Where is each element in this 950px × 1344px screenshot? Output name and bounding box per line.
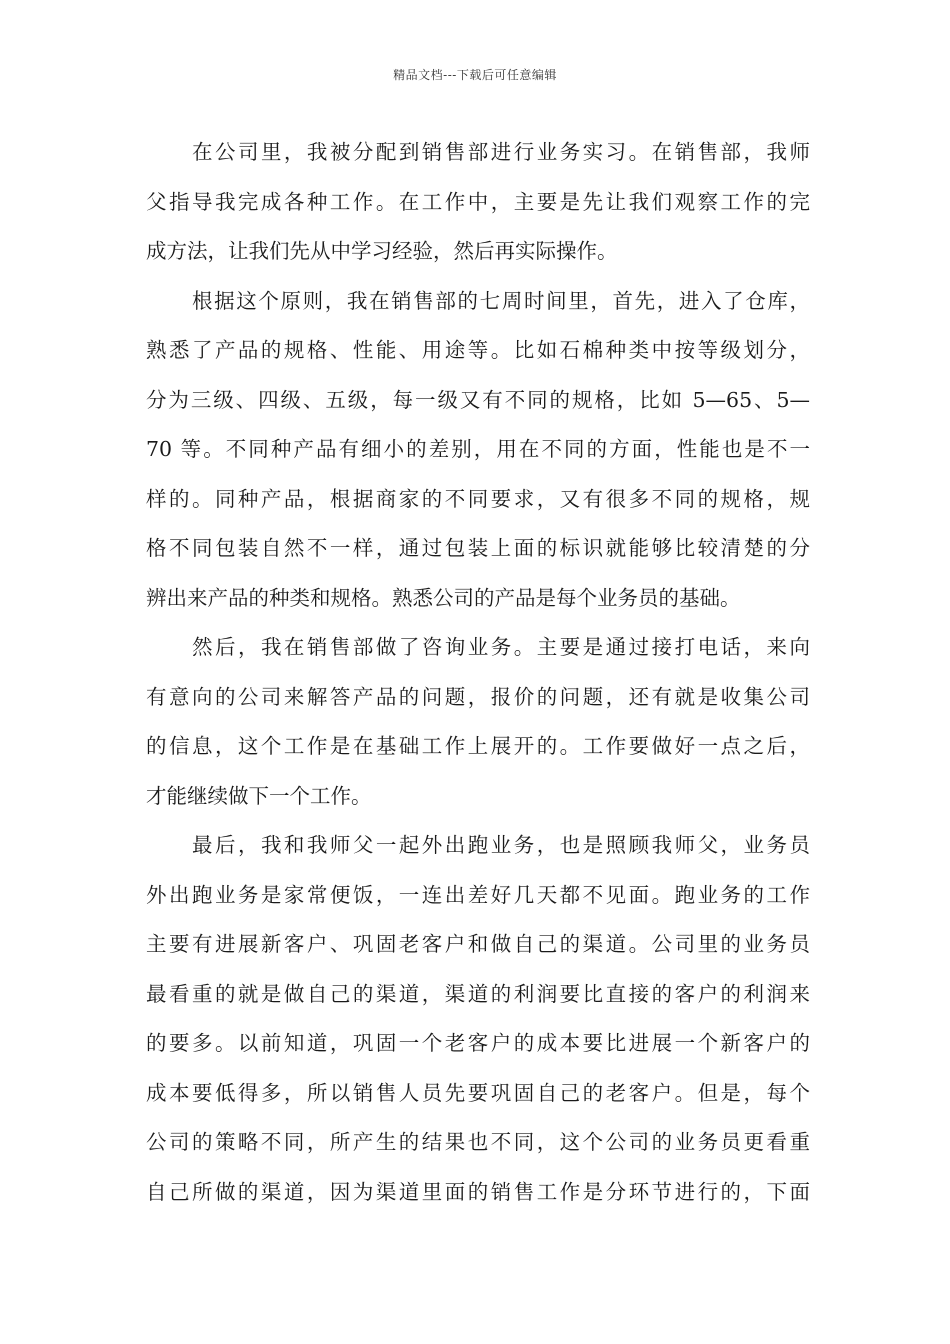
- paragraph-2-line-3: 分为三级、四级、五级，每一级又有不同的规格，比如 5—65、5—: [146, 387, 810, 412]
- paragraph-2-line-5: 样的。同种产品，根据商家的不同要求，又有很多不同的规格，规: [146, 486, 810, 511]
- paragraph-4-line-8: 自己所做的渠道，因为渠道里面的销售工作是分环节进行的，下面: [146, 1179, 810, 1204]
- paragraph-2-line-4: 70 等。不同种产品有细小的差别，用在不同的方面，性能也是不一: [146, 437, 810, 461]
- paragraph-4-line-2: 外出跑业务是家常便饭，一连出差好几天都不见面。跑业务的工作: [146, 882, 810, 907]
- paragraph-4-line-7: 公司的策略不同，所产生的结果也不同，这个公司的业务员更看重: [146, 1130, 810, 1154]
- page-header: 精品文档---下载后可任意编辑: [393, 68, 557, 82]
- paragraph-4-line-4: 最看重的就是做自己的渠道，渠道的利润要比直接的客户的利润来: [146, 981, 810, 1006]
- paragraph-4-line-5: 的要多。以前知道，巩固一个老客户的成本要比进展一个新客户的: [146, 1031, 810, 1055]
- paragraph-1-line-1: 在公司里，我被分配到销售部进行业务实习。在销售部，我师: [192, 140, 810, 164]
- paragraph-1-line-2: 父指导我完成各种工作。在工作中，主要是先让我们观察工作的完: [146, 189, 810, 214]
- paragraph-3-line-2: 有意向的公司来解答产品的问题，报价的问题，还有就是收集公司: [146, 684, 810, 709]
- paragraph-3-line-3: 的信息，这个工作是在基础工作上展开的。工作要做好一点之后，: [146, 734, 810, 758]
- document-body: [146, 128, 810, 1217]
- paragraph-3-line-1: 然后，我在销售部做了咨询业务。主要是通过接打电话，来向: [192, 635, 810, 659]
- paragraph-4-line-1: 最后，我和我师父一起外出跑业务，也是照顾我师父，业务员: [192, 833, 810, 857]
- paragraph-4-line-6: 成本要低得多，所以销售人员先要巩固自己的老客户。但是，每个: [146, 1080, 810, 1105]
- paragraph-2-line-1: 根据这个原则，我在销售部的七周时间里，首先，进入了仓库，: [192, 288, 810, 313]
- paragraph-1-line-3: 成方法，让我们先从中学习经验，然后再实际操作。: [146, 239, 618, 263]
- paragraph-4-line-3: 主要有进展新客户、巩固老客户和做自己的渠道。公司里的业务员: [146, 932, 810, 956]
- paragraph-2-line-6: 格不同包装自然不一样，通过包装上面的标识就能够比较清楚的分: [146, 536, 810, 560]
- paragraph-2-line-2: 熟悉了产品的规格、性能、用途等。比如石棉种类中按等级划分，: [146, 338, 810, 362]
- paragraph-2-line-7: 辨出来产品的种类和规格。熟悉公司的产品是每个业务员的基础。: [146, 585, 741, 610]
- paragraph-3-line-4: 才能继续做下一个工作。: [146, 783, 372, 808]
